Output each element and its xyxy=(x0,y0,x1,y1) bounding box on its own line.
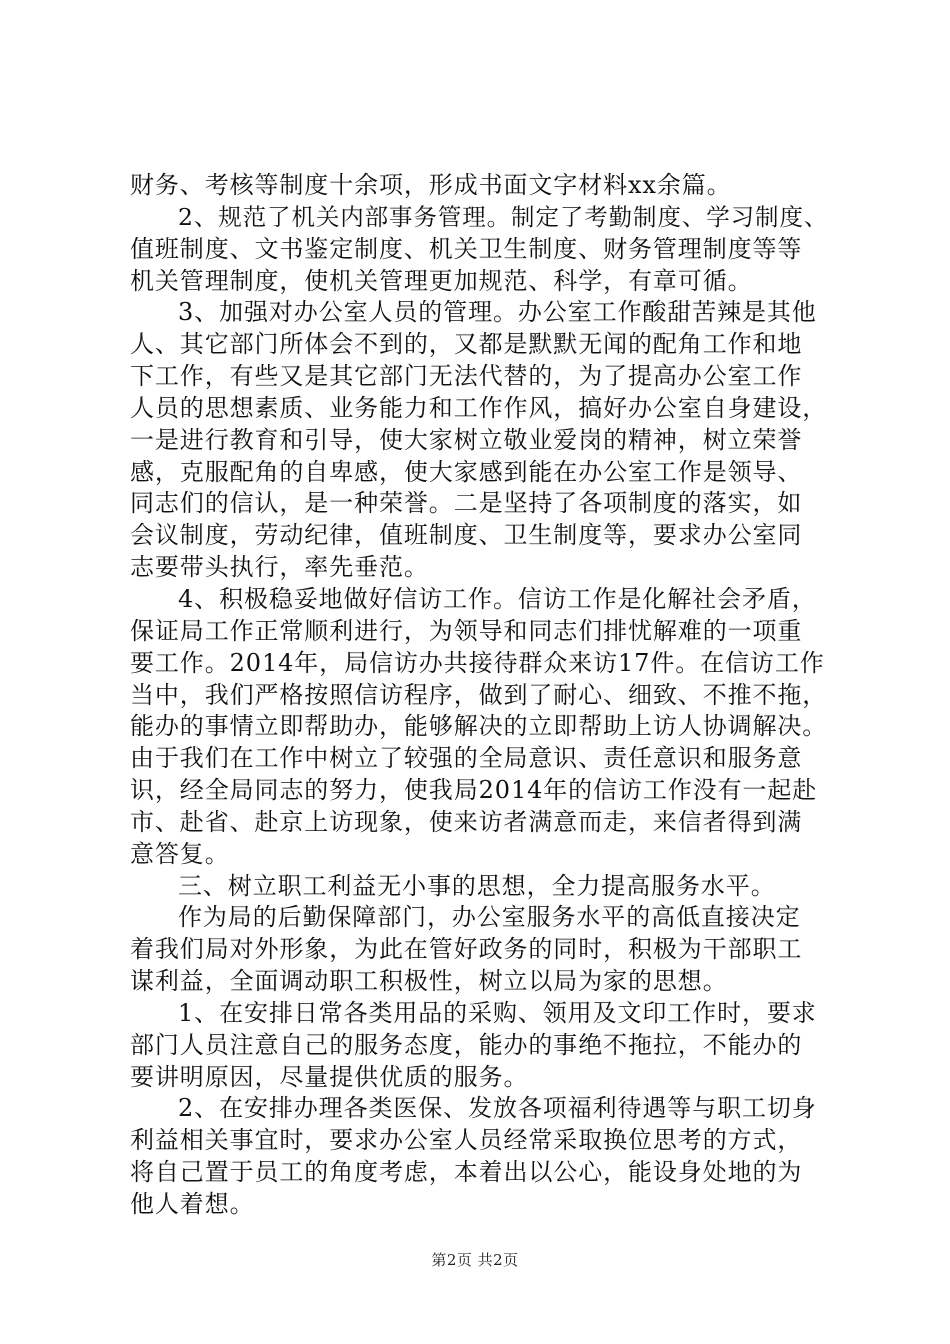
text-line: 志要带头执行，率先垂范。 xyxy=(130,553,429,582)
text-line: 1、在安排日常各类用品的采购、领用及文印工作时，要求 xyxy=(178,998,817,1027)
text-line: 着我们局对外形象，为此在管好政务的同时，积极为干部职工 xyxy=(130,935,803,964)
text-line: 要工作。2014年，局信访办共接待群众来访17件。在信访工作 xyxy=(130,648,825,677)
text-line: 财务、考核等制度十余项，形成书面文字材料xx余篇。 xyxy=(130,171,732,199)
text-line: 意答复。 xyxy=(130,839,230,868)
page-footer: 第2页 共2页 xyxy=(431,1251,519,1269)
text-line: 能办的事情立即帮助办，能够解决的立即帮助上访人协调解决。 xyxy=(130,712,828,741)
document-body xyxy=(130,170,830,1221)
text-line: 一是进行教育和引导，使大家树立敬业爱岗的精神，树立荣誉 xyxy=(130,425,803,454)
text-line: 利益相关事宜时，要求办公室人员经常采取换位思考的方式， xyxy=(130,1126,803,1155)
text-line: 当中，我们严格按照信访程序，做到了耐心、细致、不推不拖， xyxy=(130,680,828,709)
text-line: 谋利益，全面调动职工积极性，树立以局为家的思想。 xyxy=(130,967,728,996)
text-line: 3、加强对办公室人员的管理。办公室工作酸甜苦辣是其他 xyxy=(178,298,817,327)
text-line: 市、赴省、赴京上访现象，使来访者满意而走，来信者得到满 xyxy=(130,807,803,836)
text-line: 由于我们在工作中树立了较强的全局意识、责任意识和服务意 xyxy=(130,744,803,773)
text-line: 他人着想。 xyxy=(130,1190,255,1218)
text-line: 4、积极稳妥地做好信访工作。信访工作是化解社会矛盾， xyxy=(178,584,817,613)
text-line: 会议制度，劳动纪律，值班制度、卫生制度等，要求办公室同 xyxy=(130,521,803,550)
text-line: 将自己置于员工的角度考虑，本着出以公心，能设身处地的为 xyxy=(130,1158,803,1187)
text-line: 2、在安排办理各类医保、发放各项福利待遇等与职工切身 xyxy=(178,1094,817,1123)
text-line: 值班制度、文书鉴定制度、机关卫生制度、财务管理制度等等 xyxy=(130,234,803,263)
text-line: 人、其它部门所体会不到的，又都是默默无闻的配角工作和地 xyxy=(130,330,803,359)
text-line: 人员的思想素质、业务能力和工作作风，搞好办公室自身建设， xyxy=(130,393,828,422)
text-line: 下工作，有些又是其它部门无法代替的，为了提高办公室工作 xyxy=(130,362,803,391)
text-line: 三、树立职工利益无小事的思想，全力提高服务水平。 xyxy=(178,871,776,900)
text-line: 保证局工作正常顺利进行，为领导和同志们排忧解难的一项重 xyxy=(130,616,803,645)
text-line: 同志们的信认，是一种荣誉。二是坚持了各项制度的落实，如 xyxy=(130,489,803,518)
text-line: 部门人员注意自己的服务态度，能办的事绝不拖拉，不能办的 xyxy=(130,1030,803,1059)
text-line: 作为局的后勤保障部门，办公室服务水平的高低直接决定 xyxy=(178,903,801,932)
text-line: 机关管理制度，使机关管理更加规范、科学，有章可循。 xyxy=(130,266,753,295)
text-line: 感，克服配角的自卑感，使大家感到能在办公室工作是领导、 xyxy=(130,457,803,486)
text-line: 2、规范了机关内部事务管理。制定了考勤制度、学习制度、 xyxy=(178,202,829,231)
text-line: 要讲明原因，尽量提供优质的服务。 xyxy=(130,1062,529,1091)
text-line: 识，经全局同志的努力，使我局2014年的信访工作没有一起赴 xyxy=(130,776,818,805)
